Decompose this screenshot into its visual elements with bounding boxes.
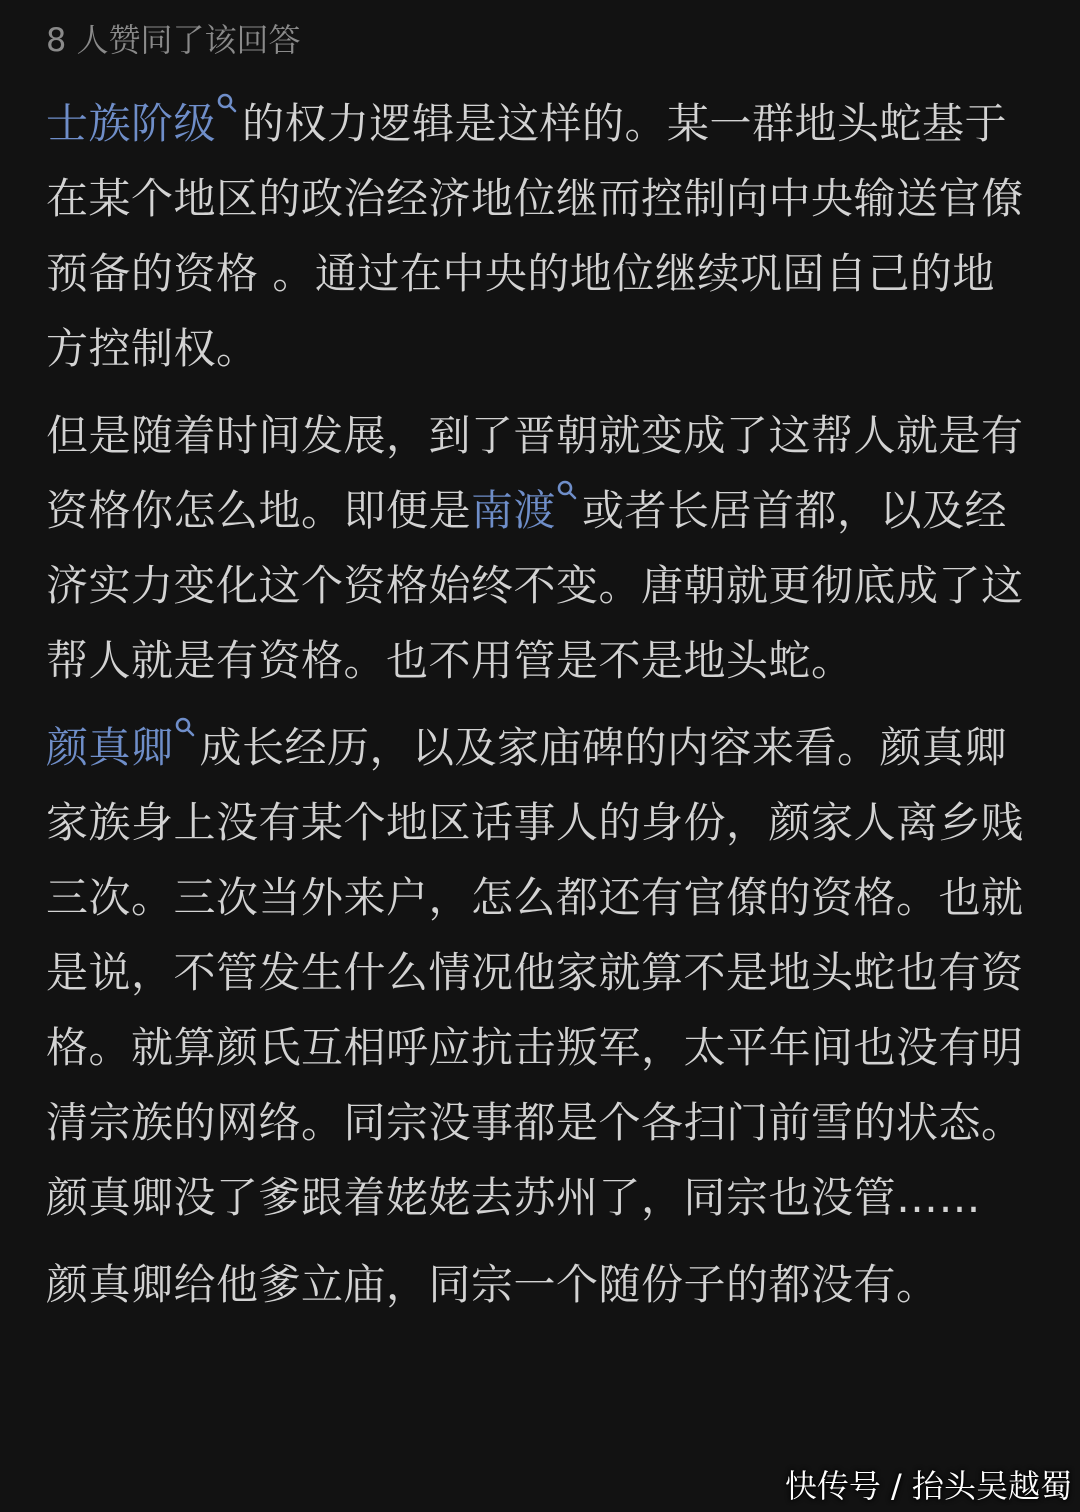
source-watermark: 快传号 / 抬头吴越蜀 bbox=[784, 1467, 1072, 1505]
paragraph-text: 的权力逻辑是这样的。某一群地头蛇基于在某个地区的政治经济地位继而控制向中央输送官僚预备的资格 。通过在中央的地位继续巩固自己的地方控制权。 bbox=[46, 99, 1024, 373]
search-icon[interactable] bbox=[556, 479, 578, 509]
answer-body bbox=[46, 86, 1036, 1334]
keyword-link-shizu[interactable]: 士族阶级 bbox=[46, 99, 217, 148]
answer-paragraph bbox=[46, 86, 1036, 386]
upvote-count: 8 人赞同了该回答 bbox=[46, 21, 301, 59]
answer-paragraph bbox=[46, 398, 1036, 698]
paragraph-text: 但是随着时间发展，到了晋朝就变成了这帮人就是有资格你怎么地。即便是 bbox=[46, 411, 1024, 535]
paragraph-text: 成长经历，以及家庙碑的内容来看。颜真卿家族身上没有某个地区话事人的身份，颜家人离乡贱三次。三次当外来户，怎么都还有官僚的资格。也就是说，不管发生什么情况他家就算不是地头蛇也有资格。就算颜氏互相呼应抗击叛军，太平年间也没有明清宗族的网络。同宗没事都是个各扫门前雪的状态。颜真卿没了爹跟着姥姥去苏州了，同宗也没管…… bbox=[46, 723, 1024, 1222]
keyword-link-yanzhenqing[interactable]: 颜真卿 bbox=[46, 723, 174, 772]
search-icon[interactable] bbox=[216, 92, 238, 122]
answer-paragraph bbox=[46, 1247, 1036, 1322]
search-icon[interactable] bbox=[174, 716, 196, 746]
paragraph-text: 颜真卿给他爹立庙，同宗一个随份子的都没有。 bbox=[46, 1260, 939, 1309]
keyword-link-nandu[interactable]: 南渡 bbox=[471, 486, 557, 535]
answer-paragraph bbox=[46, 710, 1036, 1235]
paragraph-text: 或者长居首都，以及经济实力变化这个资格始终不变。唐朝就更彻底成了这帮人就是有资格。也不用管是不是地头蛇。 bbox=[46, 486, 1024, 685]
